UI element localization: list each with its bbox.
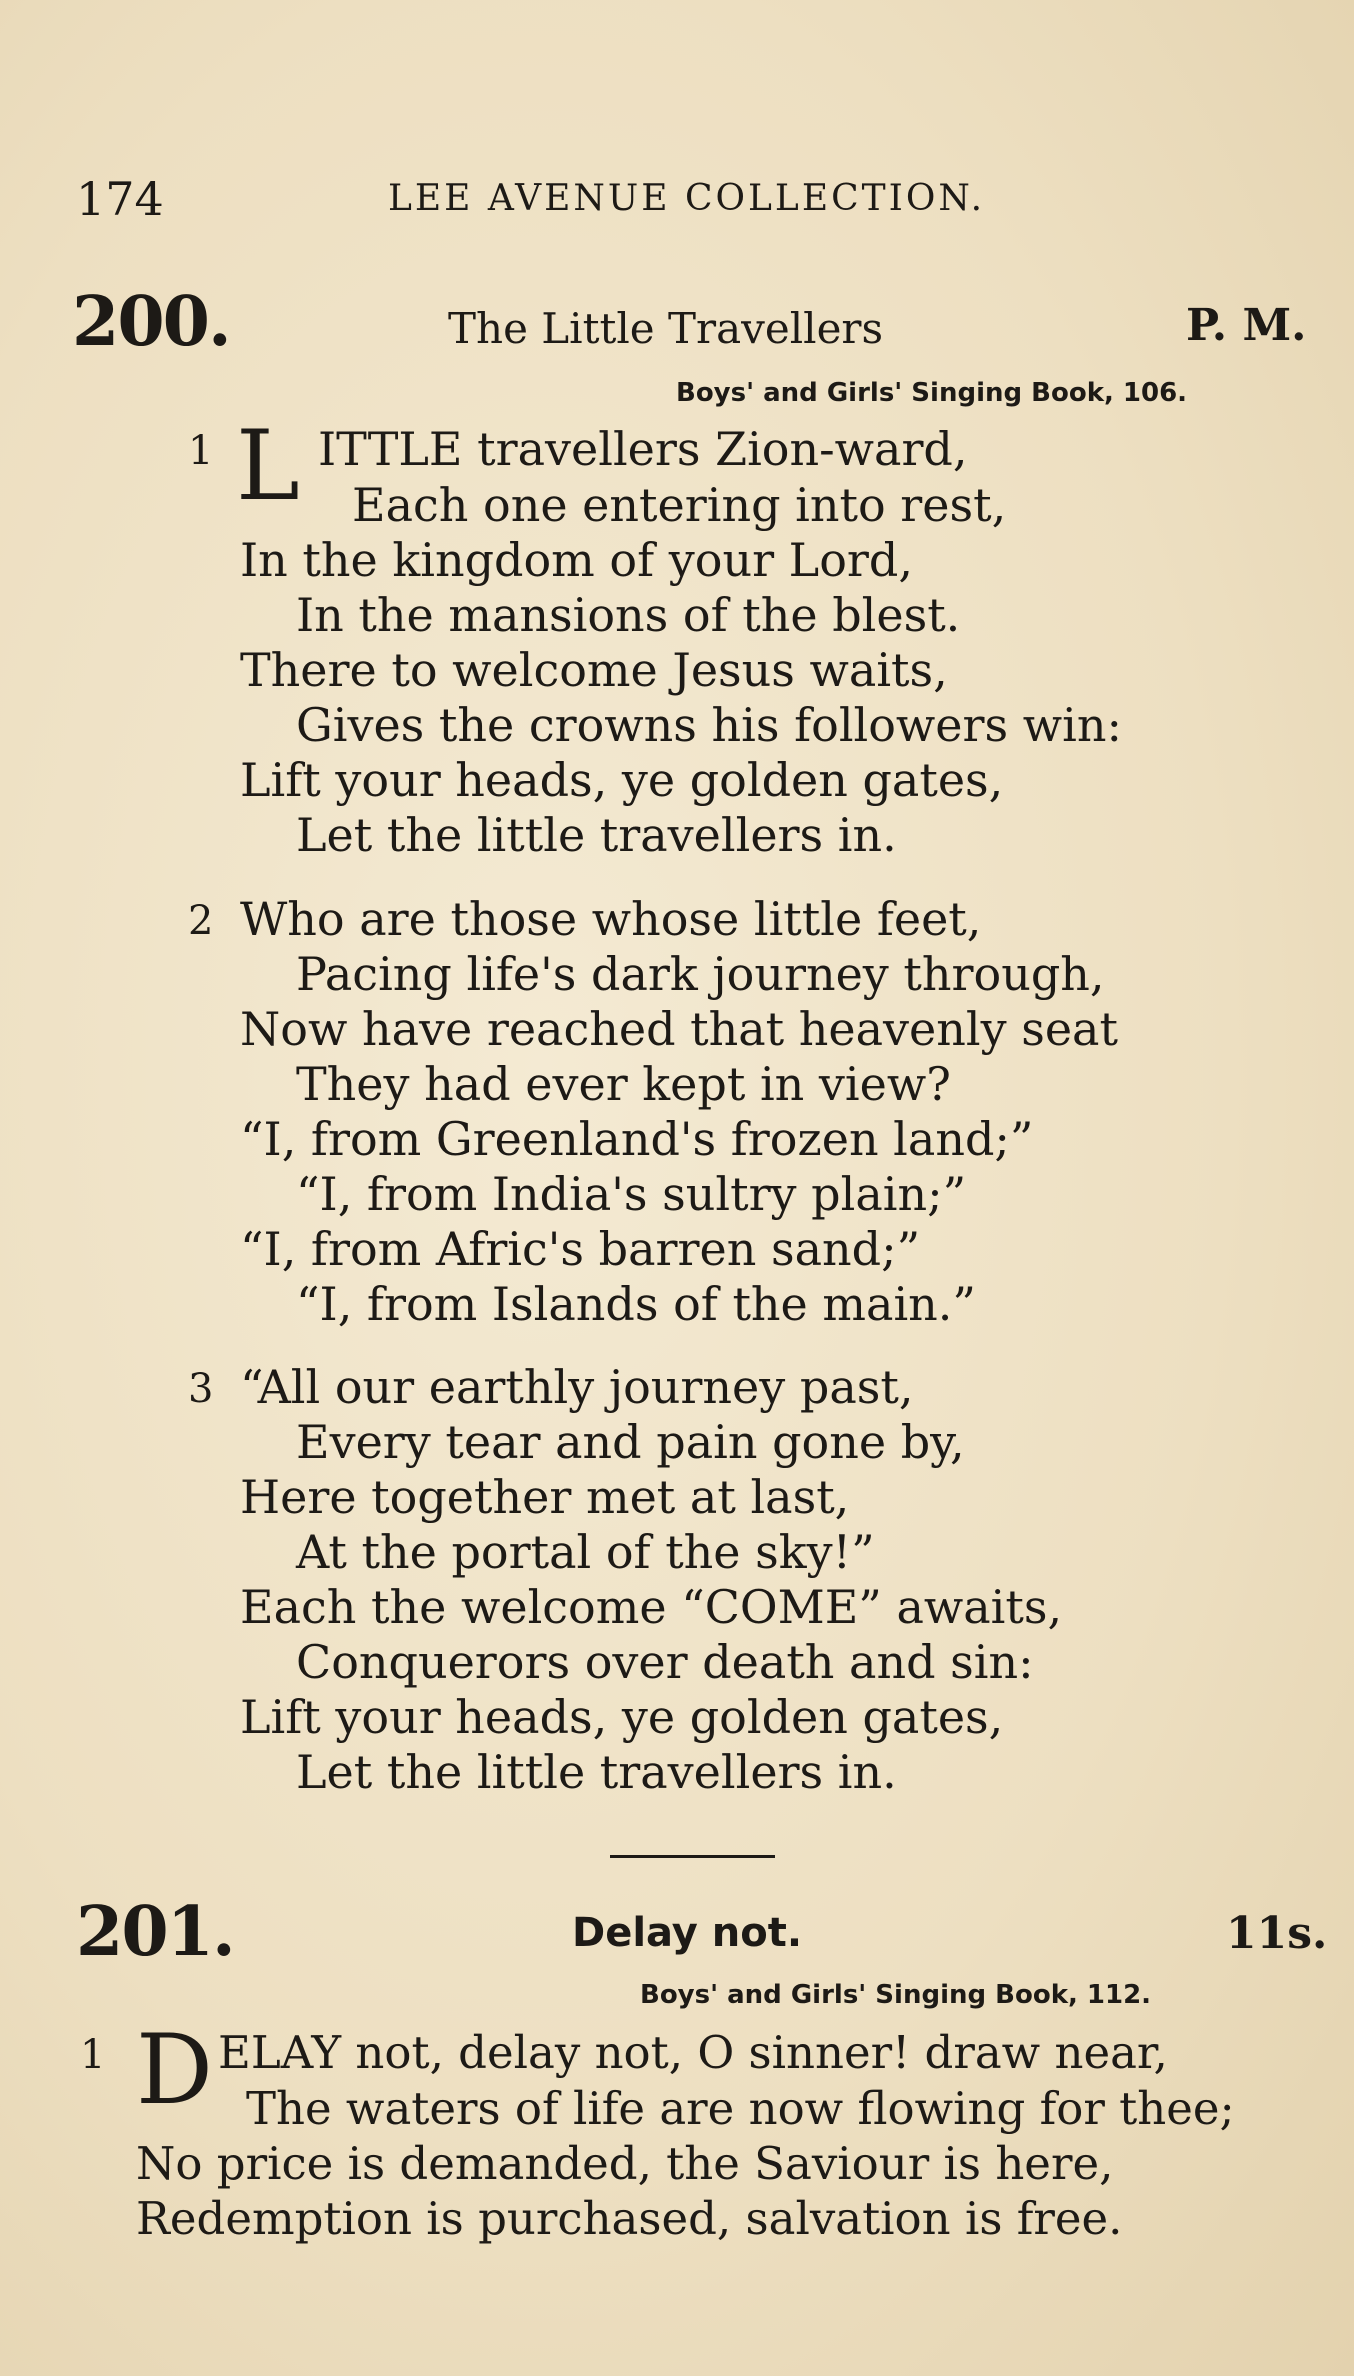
hymn-source: Boys' and Girls' Singing Book, 112.	[640, 1980, 1152, 2010]
verse-number: 1	[188, 428, 214, 474]
verse-line: Lift your heads, ye golden gates,	[240, 1690, 1004, 1744]
hymn-meter: P. M.	[1186, 300, 1307, 351]
verse-line: They had ever kept in view?	[296, 1057, 951, 1111]
hymn-number: 201.	[76, 1892, 234, 1972]
verse-line: “I, from Islands of the main.”	[296, 1277, 976, 1331]
drop-cap: L	[236, 410, 300, 522]
verse-number: 3	[188, 1366, 214, 1412]
verse-line: In the mansions of the blest.	[296, 588, 961, 642]
page-number: 174	[76, 172, 164, 226]
verse-line: Gives the crowns his followers win:	[296, 698, 1122, 752]
verse-line: ELAY not, delay not, O sinner! draw near,	[218, 2026, 1168, 2079]
hymn-title: The Little Travellers	[448, 304, 884, 353]
hymn-separator	[610, 1855, 775, 1858]
drop-cap: D	[136, 2014, 213, 2126]
verse-line: Every tear and pain gone by,	[296, 1415, 965, 1469]
hymn-title: Delay not.	[572, 1910, 803, 1956]
verse-number: 2	[188, 898, 214, 944]
verse-line: Each the welcome “COME” awaits,	[240, 1580, 1063, 1634]
verse-line: The waters of life are now flowing for thee;	[246, 2082, 1235, 2135]
verse-line: “I, from Afric's barren sand;”	[240, 1222, 921, 1276]
verse-line: Here together met at last,	[240, 1470, 850, 1524]
verse-number: 1	[80, 2032, 106, 2078]
verse-line: “All our earthly journey past,	[240, 1360, 914, 1414]
verse-line: Let the little travellers in.	[296, 808, 897, 862]
running-header: LEE AVENUE COLLECTION.	[388, 178, 986, 219]
verse-line: No price is demanded, the Saviour is here,	[136, 2137, 1114, 2190]
verse-line: At the portal of the sky!”	[296, 1525, 875, 1579]
verse-line: “I, from India's sultry plain;”	[296, 1167, 967, 1221]
hymn-source: Boys' and Girls' Singing Book, 106.	[676, 378, 1188, 408]
verse-line: Each one entering into rest,	[352, 478, 1007, 532]
verse-line: Pacing life's dark journey through,	[296, 947, 1105, 1001]
verse-line: Lift your heads, ye golden gates,	[240, 753, 1004, 807]
verse-line: Now have reached that heavenly seat	[240, 1002, 1118, 1056]
verse-line: Conquerors over death and sin:	[296, 1635, 1034, 1689]
verse-line: There to welcome Jesus waits,	[240, 643, 948, 697]
verse-line: In the kingdom of your Lord,	[240, 533, 913, 587]
verse-line: Redemption is purchased, salvation is free.	[136, 2192, 1123, 2245]
hymn-meter: 11s.	[1226, 1908, 1328, 1959]
verse-line: Who are those whose little feet,	[240, 892, 982, 946]
verse-line: ITTLE travellers Zion-ward,	[318, 422, 968, 476]
verse-line: Let the little travellers in.	[296, 1745, 897, 1799]
hymn-number: 200.	[72, 282, 230, 362]
verse-line: “I, from Greenland's frozen land;”	[240, 1112, 1034, 1166]
